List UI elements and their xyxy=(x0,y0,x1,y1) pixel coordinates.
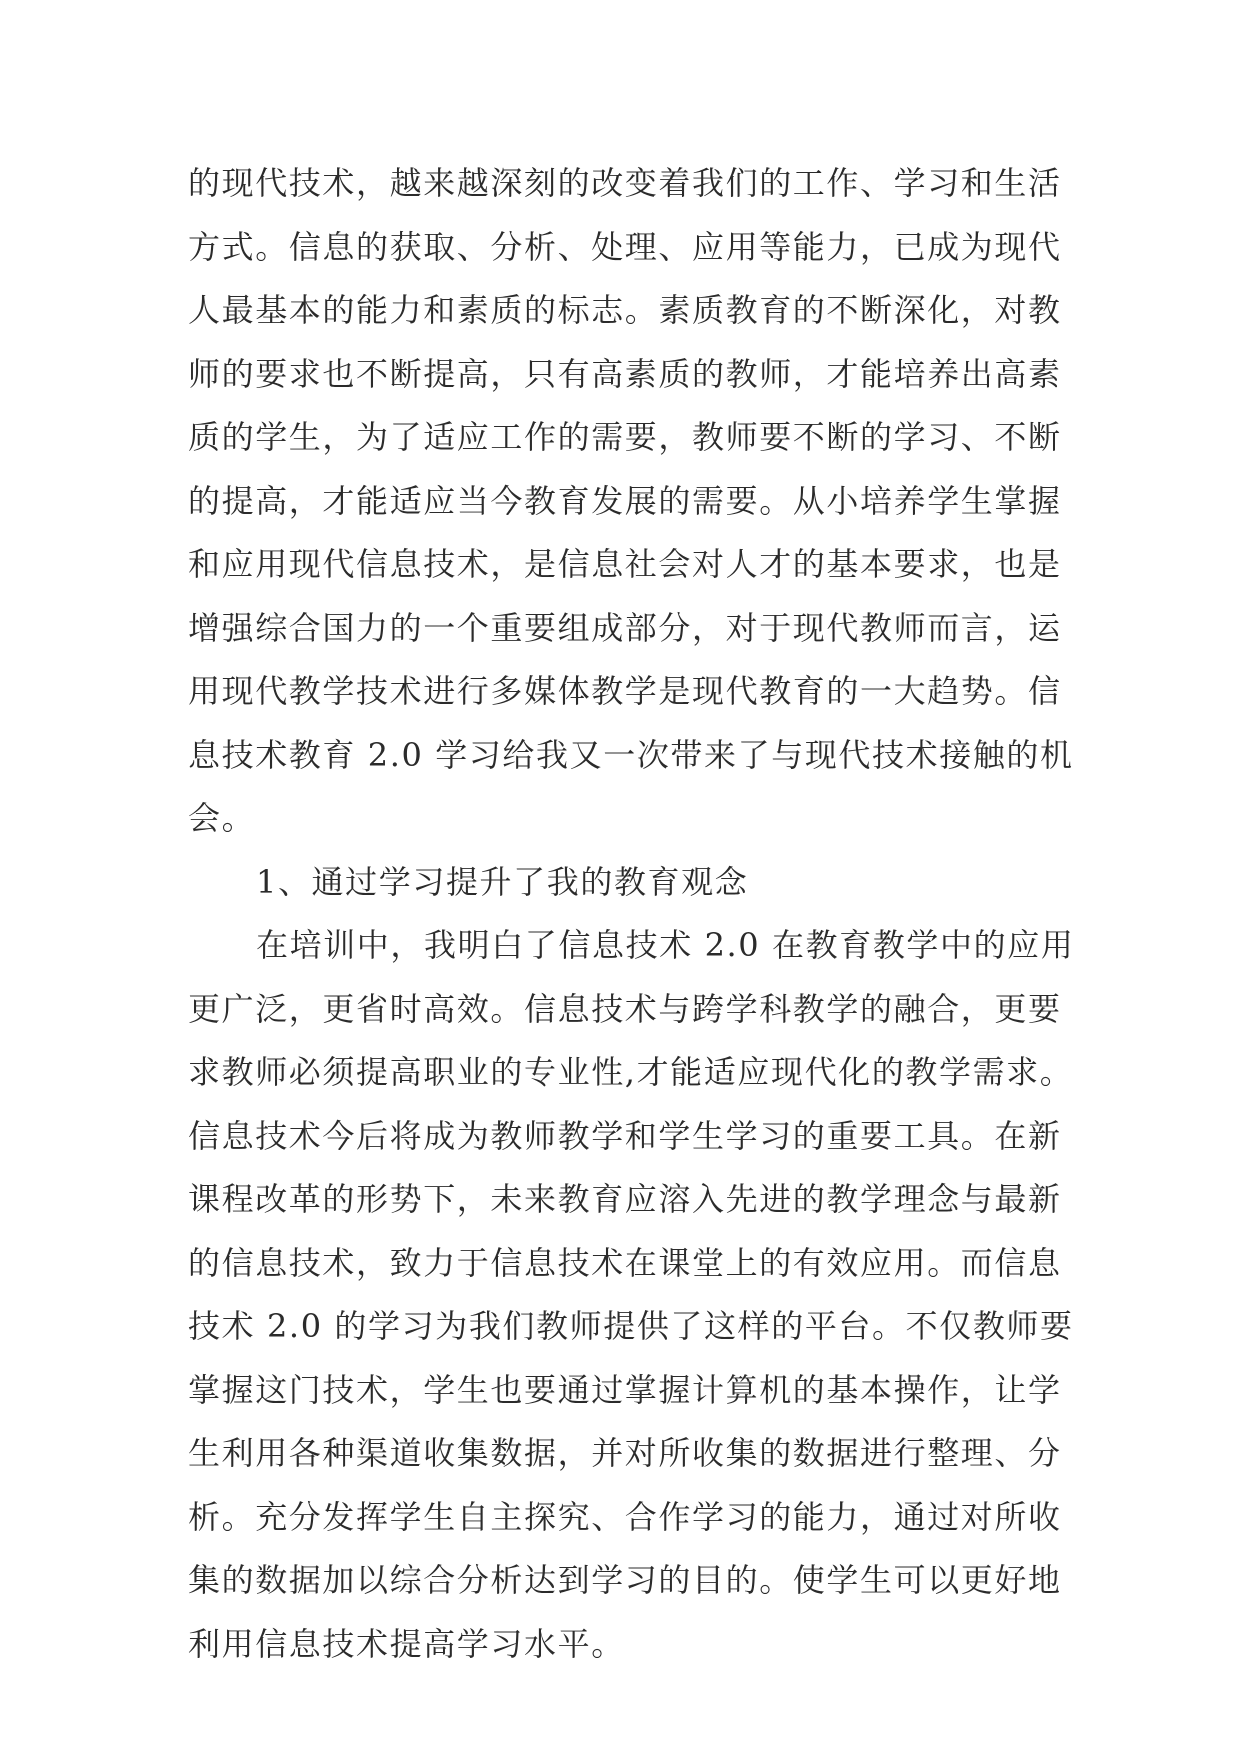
text-line: 利用信息技术提高学习水平。 xyxy=(188,1624,625,1663)
text-line: 技术 2.0 的学习为我们教师提供了这样的平台。不仅教师要 xyxy=(188,1307,1074,1345)
text-line: 方式。信息的获取、分析、处理、应用等能力，已成为现代 xyxy=(188,227,1062,266)
text-line: 集的数据加以综合分析达到学习的目的。使学生可以更好地 xyxy=(188,1561,1062,1599)
text-line: 师的要求也不断提高，只有高素质的教师，才能培养出高素 xyxy=(188,354,1062,393)
section-heading: 1、通过学习提升了我的教育观念 xyxy=(256,862,749,901)
text-line: 生利用各种渠道收集数据，并对所收集的数据进行整理、分 xyxy=(188,1434,1062,1472)
intro-paragraph xyxy=(188,152,1074,851)
text-line: 质的学生，为了适应工作的需要，教师要不断的学习、不断 xyxy=(188,418,1062,456)
text-line: 的提高，才能适应当今教育发展的需要。从小培养学生掌握 xyxy=(188,481,1062,520)
text-line: 会。 xyxy=(188,799,256,837)
text-line: 信息技术今后将成为教师教学和学生学习的重要工具。在新 xyxy=(188,1116,1062,1155)
text-line: 在培训中，我明白了信息技术 2.0 在教育教学中的应用 xyxy=(256,926,1075,964)
text-line: 析。充分发挥学生自主探究、合作学习的能力，通过对所收 xyxy=(188,1497,1062,1536)
document-body xyxy=(188,152,1075,1676)
text-line: 用现代教学技术进行多媒体教学是现代教育的一大趋势。信 xyxy=(188,672,1062,710)
text-line: 的现代技术，越来越深刻的改变着我们的工作、学习和生活 xyxy=(188,164,1062,202)
text-line: 息技术教育 2.0 学习给我又一次带来了与现代技术接触的机 xyxy=(188,735,1074,774)
body-paragraph xyxy=(188,914,1075,1676)
text-line: 和应用现代信息技术，是信息社会对人才的基本要求，也是 xyxy=(188,545,1062,583)
text-line: 增强综合国力的一个重要组成部分，对于现代教师而言，运 xyxy=(188,608,1062,647)
text-line: 更广泛，更省时高效。信息技术与跨学科教学的融合，更要 xyxy=(188,989,1062,1028)
text-line: 人最基本的能力和素质的标志。素质教育的不断深化，对教 xyxy=(188,291,1062,329)
text-line: 掌握这门技术，学生也要通过掌握计算机的基本操作，让学 xyxy=(188,1370,1062,1409)
text-line: 课程改革的形势下，未来教育应溶入先进的教学理念与最新 xyxy=(188,1180,1062,1218)
text-line: 求教师必须提高职业的专业性,才能适应现代化的教学需求。 xyxy=(188,1053,1074,1091)
text-line: 的信息技术，致力于信息技术在课堂上的有效应用。而信息 xyxy=(188,1243,1062,1282)
